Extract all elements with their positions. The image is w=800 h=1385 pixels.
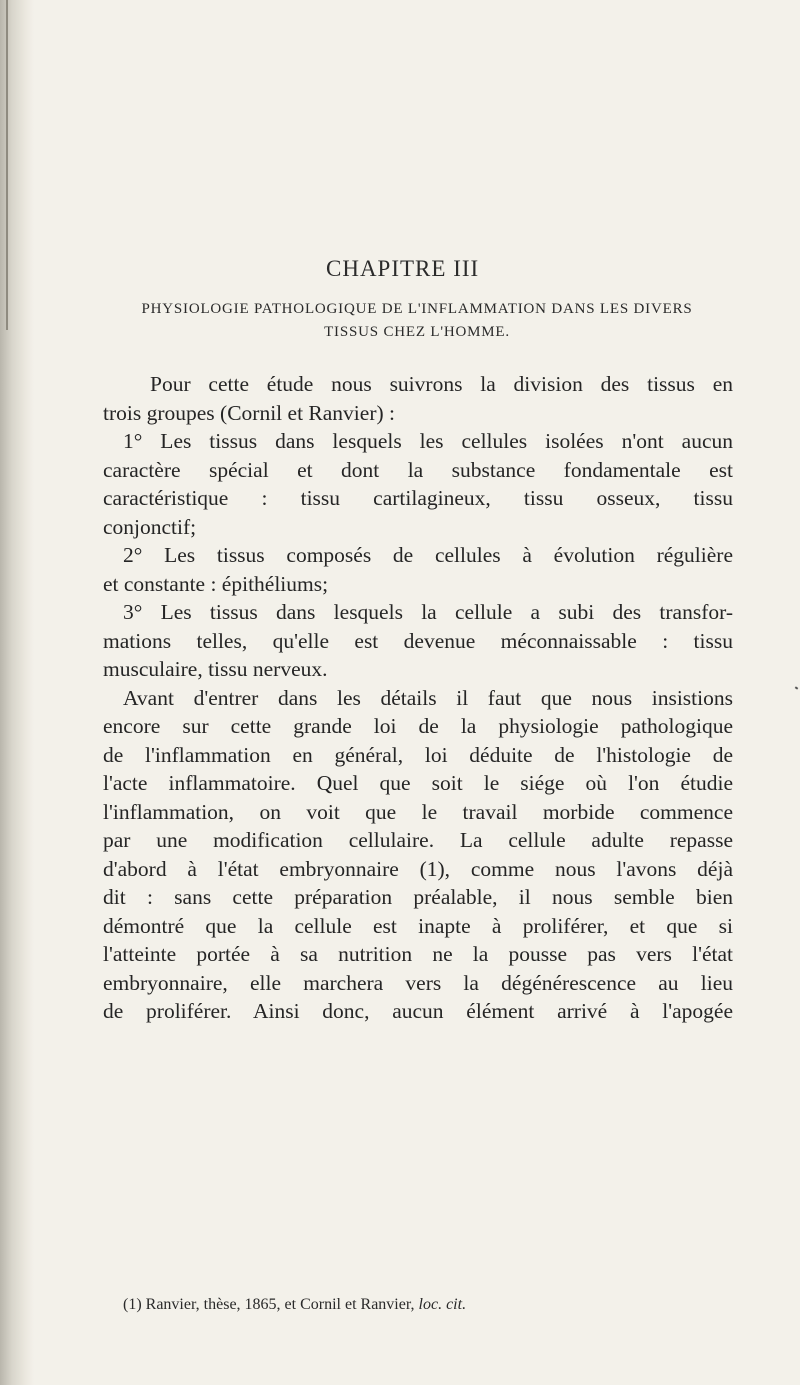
paper-speck bbox=[795, 686, 799, 689]
text-line: l'inflammation, on voit que le travail morbide commence bbox=[103, 799, 733, 824]
section-title-line-2: TISSUS CHEZ L'HOMME. bbox=[324, 324, 510, 340]
text-line: 2° Les tissus composés de cellules à évolution régulière bbox=[123, 543, 733, 567]
text-line: l'atteinte portée à sa nutrition ne la pousse pas vers l'état bbox=[103, 942, 733, 966]
footnote-text: (1) Ranvier, thèse, 1865, et Cornil et Ranvier, bbox=[123, 1296, 415, 1313]
footnote-italic: loc. cit. bbox=[418, 1296, 467, 1313]
body-text bbox=[103, 370, 733, 1026]
text-line: Pour cette étude nous suivrons la division des tissus en bbox=[150, 372, 733, 396]
text-line: caractère spécial et dont la substance fondamentale est bbox=[103, 457, 733, 482]
text-line: démontré que la cellule est inapte à proliférer, et que si bbox=[103, 913, 733, 938]
binding-line bbox=[6, 0, 8, 330]
text-line: l'acte inflammatoire. Quel que soit le siége où l'on étudie bbox=[103, 771, 733, 795]
text-line: musculaire, tissu nerveux. bbox=[103, 657, 328, 681]
section-title-line-1: PHYSIOLOGIE PATHOLOGIQUE DE L'INFLAMMATION DANS LES DIVERS bbox=[141, 301, 693, 317]
chapter-title: CHAPITRE III bbox=[326, 256, 480, 281]
text-line: embryonnaire, elle marchera vers la dégénérescence au lieu bbox=[103, 970, 733, 995]
text-line: conjonctif; bbox=[103, 514, 197, 539]
page-binding-shadow bbox=[0, 0, 34, 1385]
text-line: de proliférer. Ainsi donc, aucun élément arrivé à l'apogée bbox=[103, 999, 733, 1023]
text-line: 3° Les tissus dans lesquels la cellule a subi des transfor- bbox=[123, 600, 733, 624]
text-line: caractéristique : tissu cartilagineux, tissu osseux, tissu bbox=[103, 486, 733, 510]
text-line: 1° Les tissus dans lesquels les cellules isolées n'ont aucun bbox=[123, 429, 733, 453]
text-line: mations telles, qu'elle est devenue méconnaissable : tissu bbox=[103, 628, 733, 653]
text-line: trois groupes (Cornil et Ranvier) : bbox=[103, 400, 395, 425]
text-line: par une modification cellulaire. La cellule adulte repasse bbox=[103, 828, 733, 852]
text-line: et constante : épithéliums; bbox=[103, 571, 329, 596]
text-line: d'abord à l'état embryonnaire (1), comme nous l'avons déjà bbox=[103, 856, 733, 881]
text-line: dit : sans cette préparation préalable, il nous semble bien bbox=[103, 885, 733, 909]
section-title bbox=[102, 298, 732, 344]
text-line: encore sur cette grande loi de la physiologie pathologique bbox=[103, 714, 733, 738]
text-line: Avant d'entrer dans les détails il faut que nous insistions bbox=[123, 685, 733, 710]
footnote bbox=[123, 1296, 743, 1314]
text-line: de l'inflammation en général, loi déduite de l'histologie de bbox=[103, 742, 733, 767]
